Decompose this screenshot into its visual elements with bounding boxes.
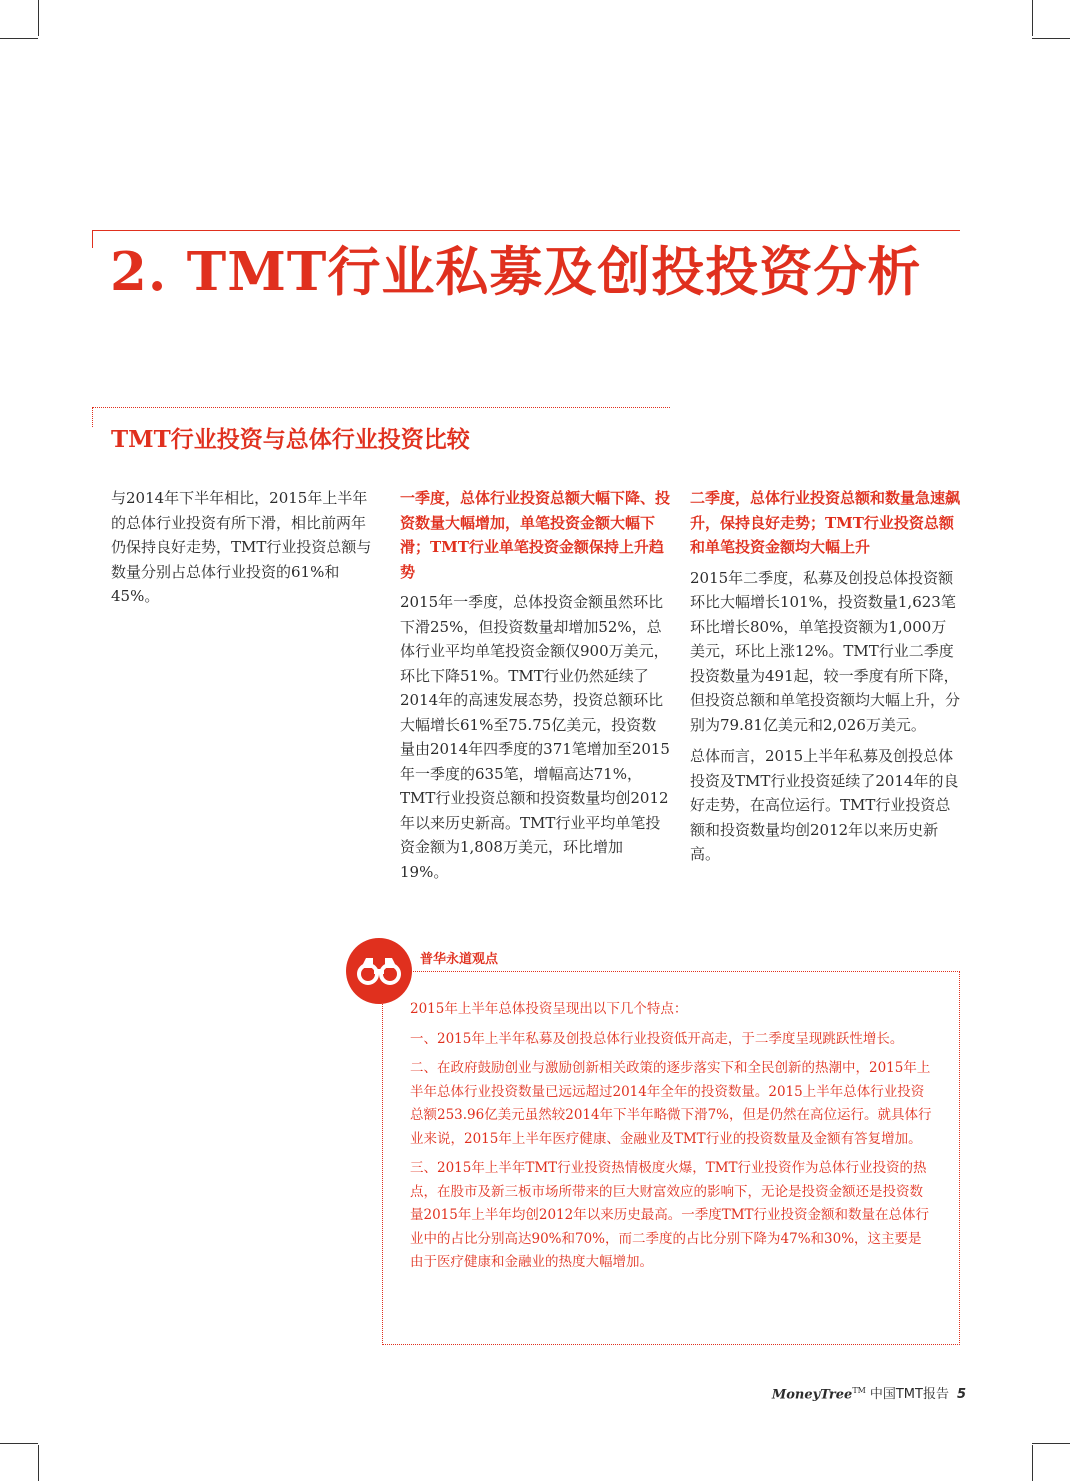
column-2-heading: 一季度，总体行业投资总额大幅下降、投资数量大幅增加，单笔投资金额大幅下滑；TMT行业单笔投资金额保持上升趋势 (400, 489, 671, 581)
pov-point-3: 三、2015年上半年TMT行业投资热情极度火爆，TMT行业投资作为总体行业投资的热点，在股市及新三板市场所带来的巨大财富效应的影响下，无论是投资金额还是投资数量2015年上半年均创2012年以来历史最高。一季度TMT行业投资金额和数量在总体行业中的占比分别高达90%和70%，而二季度的占比分别下降为47%和30%，这主要是由于医疗健康和金融业的热度大幅增加。 (410, 1160, 930, 1270)
title-rule (92, 230, 960, 231)
crop-mark (38, 1445, 39, 1481)
pov-label: 普华永道观点 (420, 952, 499, 967)
section-rule-tick (92, 407, 93, 427)
column-3-body-2: 总体而言，2015上半年私募及创投总体投资及TMT行业投资延续了2014年的良好走势，在高位运行。TMT行业投资总额和投资数量均创2012年以来历史新高。 (690, 747, 959, 863)
pov-point-2: 二、在政府鼓励创业与激励创新相关政策的逐步落实下和全民创新的热潮中，2015年上半年总体行业投资数量已远远超过2014年全年的投资数量。2015上半年总体行业投资总额253.96亿美元虽然较2014年下半年略微下滑7%，但是仍然在高位运行。就具体行业来说，2015年上半年医疗健康、金融业及TMT行业的投资数量及金额有答复增加。 (410, 1060, 932, 1147)
crop-mark (1032, 0, 1033, 36)
column-2-body: 2015年一季度，总体投资金额虽然环比下滑25%，但投资数量却增加52%，总体行业平均单笔投资金额仅900万美元，环比下降51%。TMT行业仍然延续了2014年的高速发展态势，投资总额环比大幅增长61%至75.75亿美元，投资数量由2014年四季度的371笔增加至2015年一季度的635笔，增幅高达71%，TMT行业投资总额和投资数量均创2012年以来历史新高。TMT行业平均单笔投资金额为1,808万美元，环比增加19%。 (400, 593, 670, 881)
page-number: 5 (956, 1387, 966, 1403)
crop-mark (1032, 1443, 1070, 1444)
binoculars-icon (346, 938, 412, 1004)
page-footer (772, 1381, 966, 1405)
column-1-text: 与2014年下半年相比，2015年上半年的总体行业投资有所下滑，相比前两年仍保持良好走势，TMT行业投资总额与数量分别占总体行业投资的61%和45%。 (111, 489, 372, 605)
footer-report-title: 中国TMT报告 (869, 1387, 949, 1403)
page-title: 2. TMT行业私募及创投投资分析 (110, 241, 922, 303)
column-3-body-1: 2015年二季度，私募及创投总体投资额环比大幅增长101%，投资数量1,623笔环比增长80%，单笔投资额为1,000万美元，环比上涨12%。TMT行业二季度投资数量为491起，较一季度有所下降，但投资总额和单笔投资额均大幅上升，分别为79.81亿美元和2,026万美元。 (690, 568, 961, 734)
title-rule-tick (92, 230, 93, 248)
pov-point-1: 一、2015年上半年私募及创投总体行业投资低开高走，于二季度呈现跳跃性增长。 (410, 1030, 904, 1047)
crop-mark (1032, 38, 1070, 39)
column-2 (400, 486, 671, 884)
section-rule (92, 407, 670, 408)
column-1 (111, 486, 379, 609)
crop-mark (38, 0, 39, 36)
column-3-heading: 二季度，总体行业投资总额和数量急速飙升，保持良好走势；TMT行业投资总额和单笔投资金额均大幅上升 (690, 489, 961, 556)
column-3 (690, 486, 961, 867)
crop-mark (0, 1443, 38, 1444)
crop-mark (0, 38, 38, 39)
pov-intro: 2015年上半年总体投资呈现出以下几个特点： (410, 1001, 688, 1017)
crop-mark (1032, 1445, 1033, 1481)
footer-brand: MoneyTree (771, 1387, 853, 1403)
footer-trademark: TM (852, 1386, 866, 1395)
section-heading: TMT行业投资与总体行业投资比较 (111, 426, 470, 453)
pov-body (410, 998, 935, 1281)
